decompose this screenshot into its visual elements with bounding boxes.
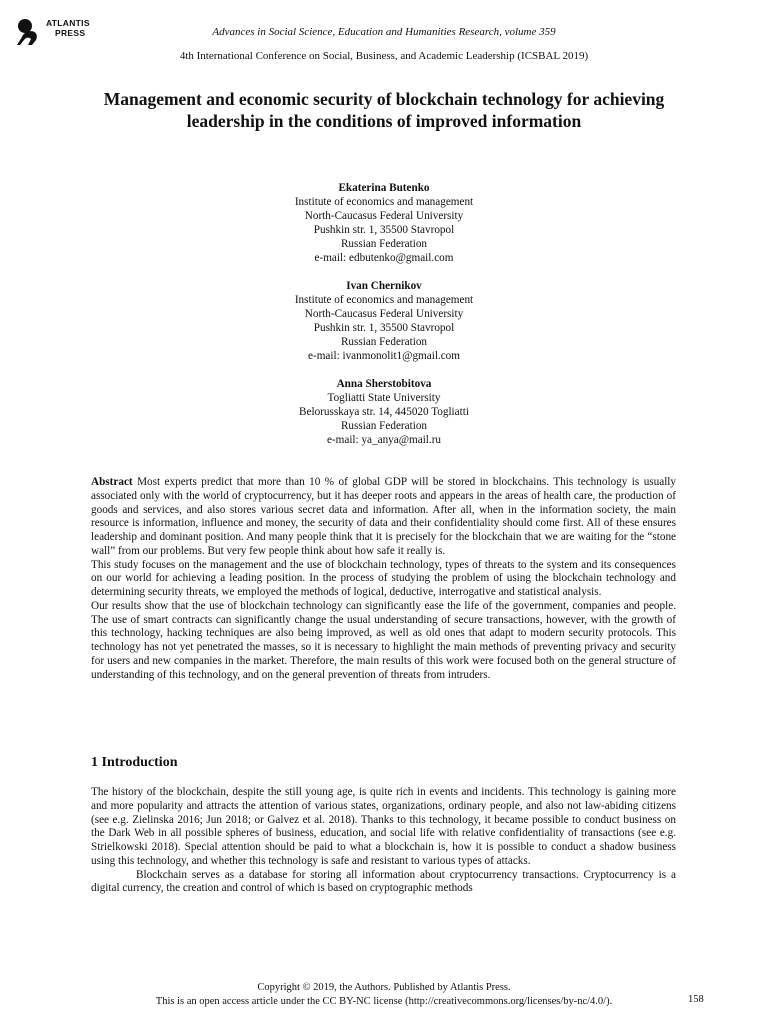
- page-number: 158: [688, 994, 704, 1005]
- paper-title: Management and economic security of blockchain technology for achieving leadership in the conditions of improved information: [103, 89, 665, 131]
- author-address: Pushkin str. 1, 35500 Stavropol: [313, 224, 455, 236]
- journal-title: Advances in Social Science, Education and Humanities Research, volume 359: [212, 26, 556, 38]
- author-email: e-mail: edbutenko@gmail.com: [314, 252, 454, 264]
- abstract: [91, 476, 676, 682]
- author-block: [0, 279, 768, 363]
- author-affiliation: Institute of economics and management: [294, 196, 474, 208]
- author-name: Ivan Chernikov: [346, 280, 422, 292]
- author-university: North-Caucasus Federal University: [304, 308, 464, 320]
- author-country: Russian Federation: [340, 420, 428, 432]
- introduction-body: [91, 786, 676, 896]
- abstract-text: Most experts predict that more than 10 % of global GDP will be stored in blockchains. This technology is usually associated only with the world of cryptocurrency, but it has deeper roots and appears in the areas of health care, the production of goods and services, and also stores various secret data and information. After all, when in the information society, the main resource is information, influence and money, the security of data and their confidentiality should come first. All of these ensures leadership and dominant position. And many people think that it is precisely for the blockchain that we are waiting for the “stone wall” from our problems. But very few people think about how safe it really is.: [91, 476, 677, 557]
- intro-paragraph: The history of the blockchain, despite the still young age, is quite rich in events and incidents. This technology is gaining more and more popularity and attracts the attention of various states, organizations, ordinary people, and also not law-abiding citizens (see e.g. Zielinska 2016; Jun 2018; or Galvez et al. 2018). Thanks to this technology, it became possible to conduct business on the Dark Web in all possible spheres of business, education, and social life with relative confidentiality of transactions (see e.g. Strielkowski 2018). Special attention should be paid to what a blockchain is, how it is possible to conduct a shadow business using this technology, and whether this technology is safe and resistant to various types of attacks.: [91, 786, 676, 867]
- author-university: North-Caucasus Federal University: [304, 210, 464, 222]
- abstract-paragraph: [91, 476, 676, 559]
- author-email: e-mail: ivanmonolit1@gmail.com: [308, 350, 460, 362]
- conference-title: 4th International Conference on Social, Business, and Academic Leadership (ICSBAL 2019): [179, 50, 589, 62]
- abstract-label: Abstract: [91, 476, 133, 488]
- author-name: Ekaterina Butenko: [338, 182, 430, 194]
- author-email: e-mail: ya_anya@mail.ru: [326, 434, 442, 446]
- author-university: Togliatti State University: [327, 392, 441, 404]
- page-footer: [0, 981, 768, 1009]
- author-country: Russian Federation: [340, 336, 428, 348]
- author-affiliation: Institute of economics and management: [294, 294, 474, 306]
- logo-line-1: ATLANTIS: [46, 18, 90, 28]
- author-name: Anna Sherstobitova: [336, 378, 432, 390]
- author-block: [0, 377, 768, 447]
- license-notice: This is an open access article under the CC BY-NC license (http://creativecommons.org/licenses/by-nc/4.0/).: [155, 996, 613, 1007]
- author-block: [0, 181, 768, 265]
- intro-paragraph: Blockchain serves as a database for storing all information about cryptocurrency transactions. Cryptocurrency is a digital currency, the creation and control of which is based on cryptographic methods: [91, 868, 676, 895]
- abstract-paragraph: This study focuses on the management and the use of blockchain technology, types of threats to the system and its consequences on our world for achieving a leading position. In the process of studying the problem of using the blockchain technology and determining security threats, we employed the methods of logical, deductive, interrogative and statistical analysis.: [91, 558, 676, 598]
- author-address: Pushkin str. 1, 35500 Stavropol: [313, 322, 455, 334]
- section-heading: 1 Introduction: [91, 755, 178, 770]
- author-country: Russian Federation: [340, 238, 428, 250]
- abstract-paragraph: Our results show that the use of blockchain technology can significantly ease the life of the government, companies and people. The use of smart contracts can significantly change the usual understanding of secure transactions, however, with the growth of this technology, hacking techniques are also being improved, as well as old ones that adapt to modern security protocols. This technology has not yet penetrated the masses, so it is necessary to highlight the main methods of preventing privacy and security for users and new companies in the market. Therefore, the main results of this work were focused both on the general structure of understanding of this technology, and on the general prevention of threats from intruders.: [91, 599, 676, 681]
- author-address: Belorusskaya str. 14, 445020 Togliatti: [299, 406, 469, 418]
- copyright-notice: Copyright © 2019, the Authors. Published by Atlantis Press.: [257, 982, 511, 993]
- logo-line-2: PRESS: [55, 28, 86, 38]
